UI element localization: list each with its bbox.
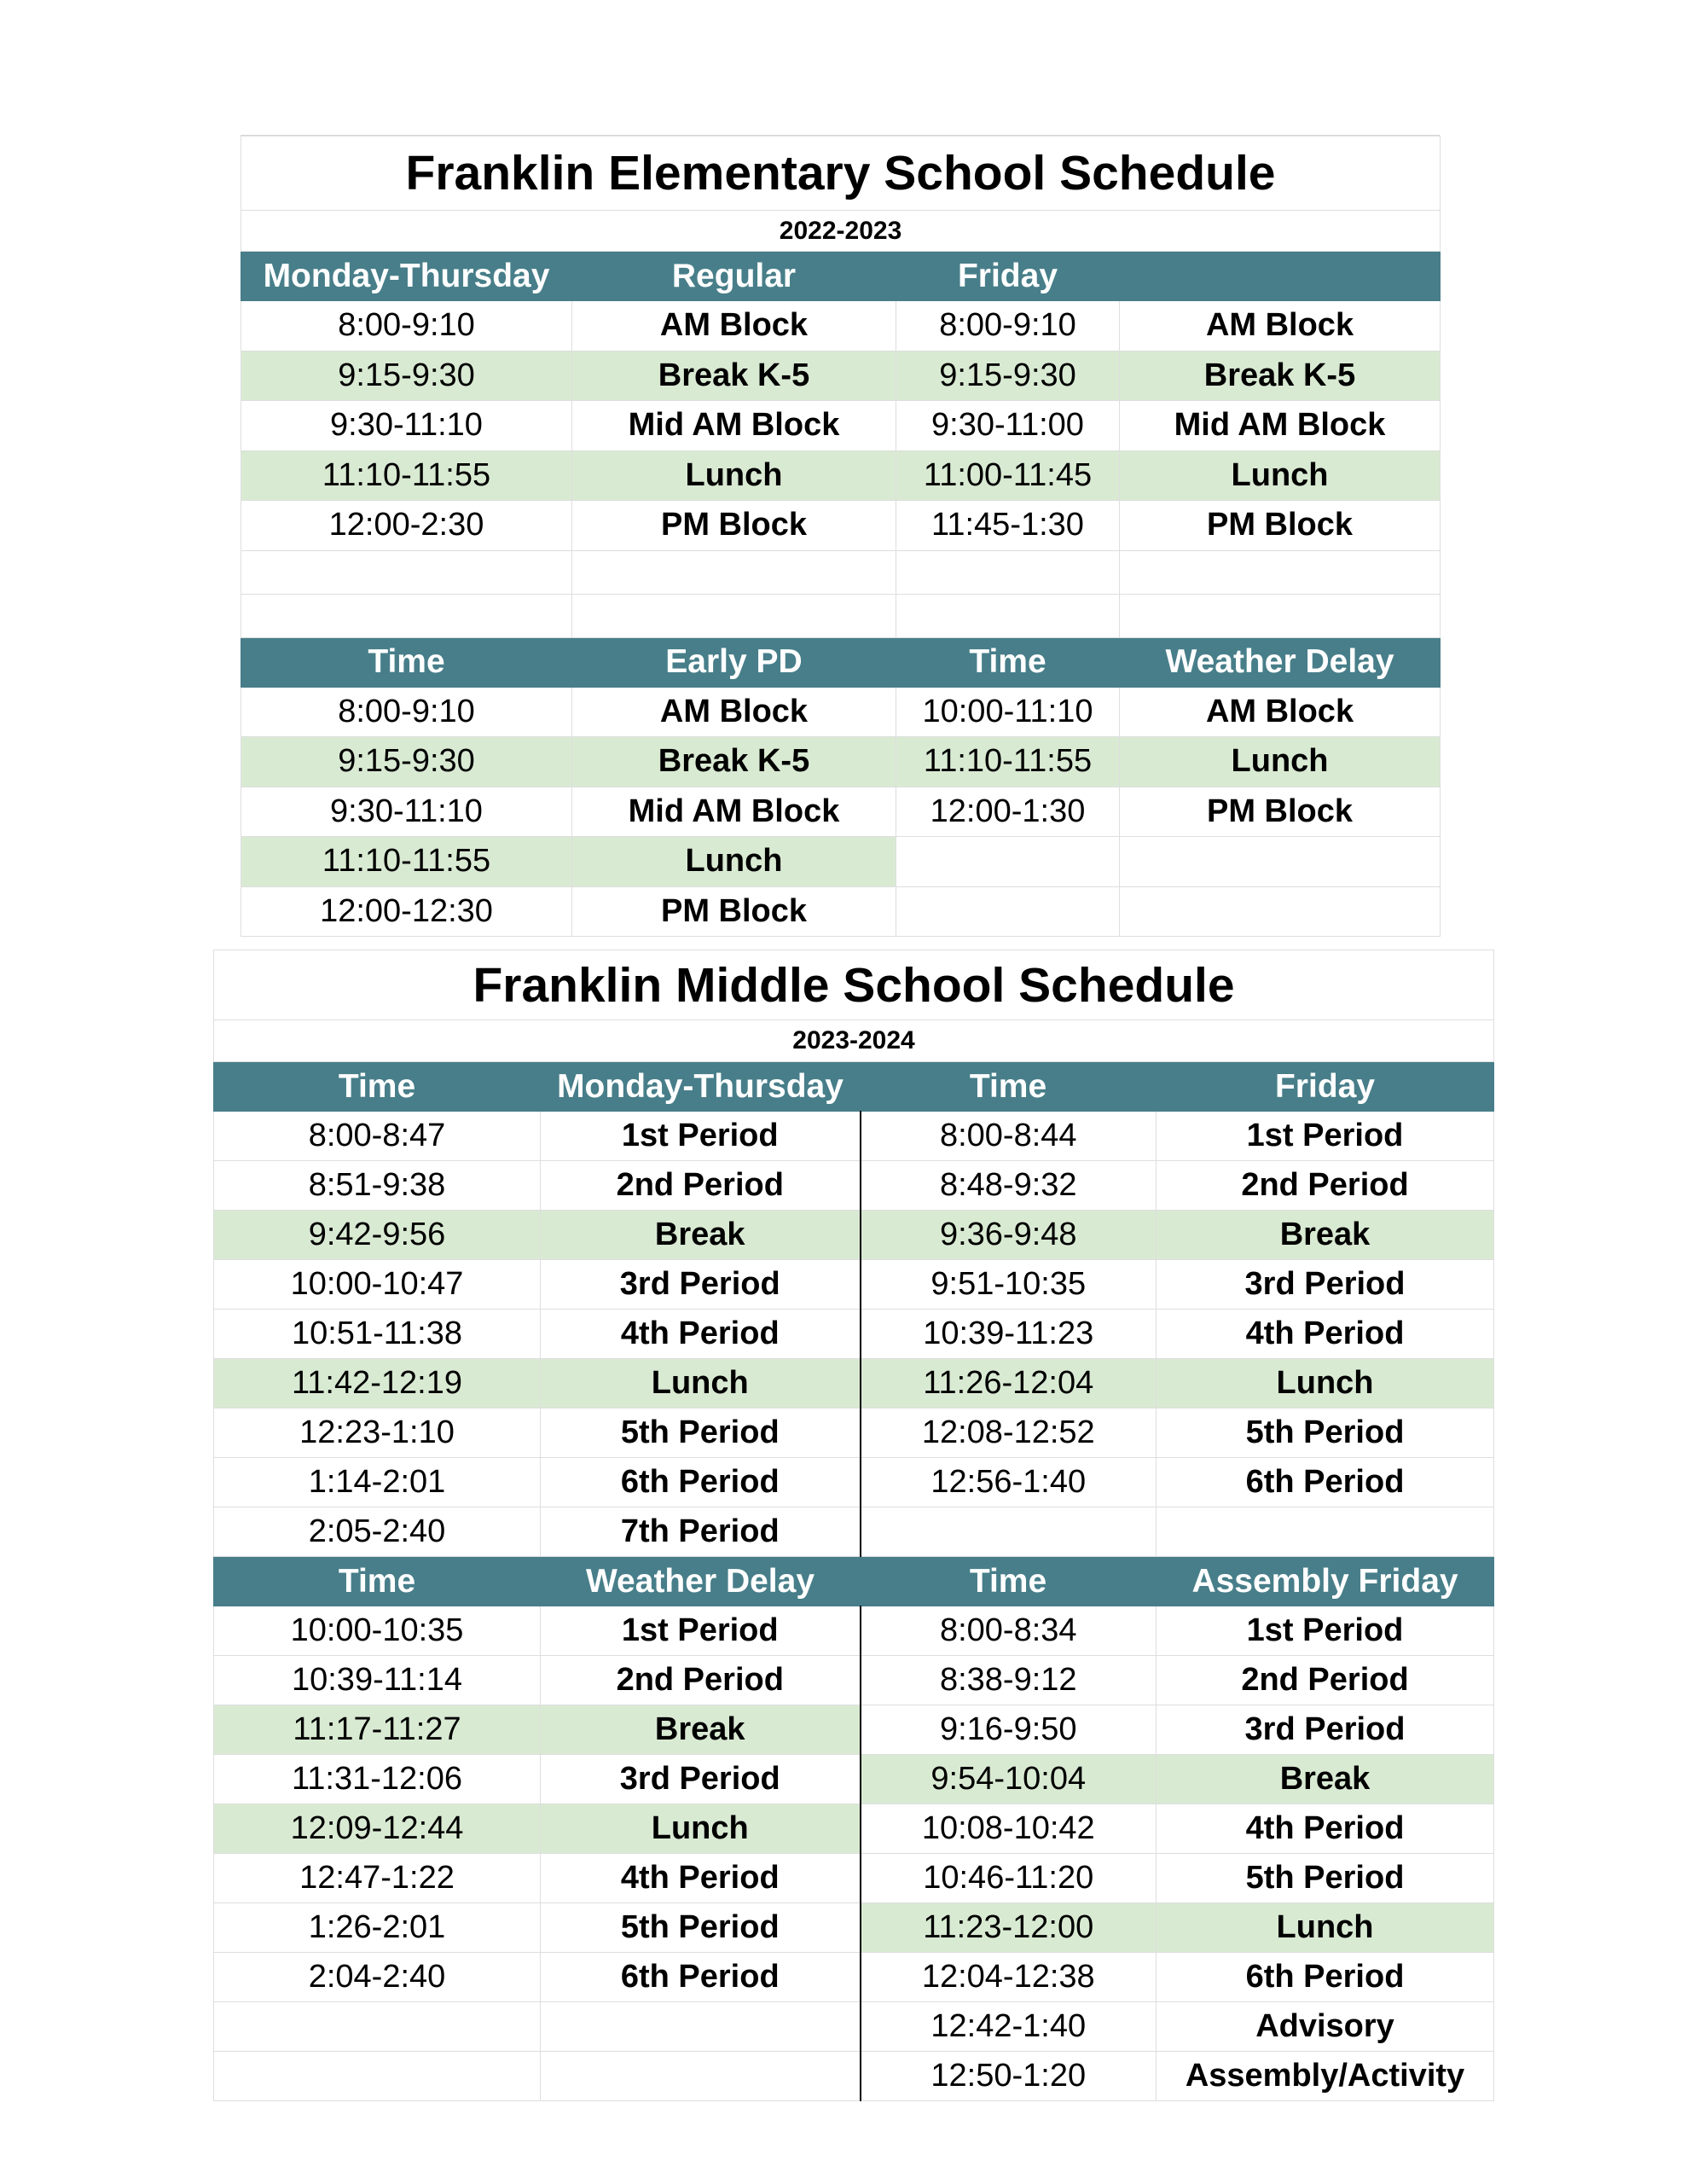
table-row	[241, 301, 1441, 351]
column-header: Friday	[1157, 1062, 1494, 1112]
block-cell: Mid AM Block	[572, 787, 896, 837]
time-cell: 12:00-1:30	[896, 787, 1120, 837]
table-row	[214, 1854, 1494, 1903]
block-cell: PM Block	[1120, 787, 1441, 837]
column-header: Time	[896, 637, 1120, 687]
time-cell: 9:15-9:30	[241, 737, 572, 787]
time-cell: 12:09-12:44	[214, 1804, 541, 1854]
time-cell: 11:10-11:55	[241, 450, 572, 501]
time-cell: 12:00-12:30	[241, 886, 572, 937]
column-header: Weather Delay	[541, 1557, 861, 1606]
time-cell: 10:08-10:42	[861, 1804, 1157, 1854]
period-cell: 7th Period	[541, 1507, 861, 1557]
period-cell: 2nd Period	[541, 1161, 861, 1211]
elementary-title: Franklin Elementary School Schedule	[241, 136, 1441, 211]
time-cell: 8:00-9:10	[896, 301, 1120, 351]
time-cell: 9:15-9:30	[241, 351, 572, 401]
block-cell: Break K-5	[1120, 351, 1441, 401]
time-cell: 11:42-12:19	[214, 1359, 541, 1409]
middle-schedule-sheet	[213, 950, 1493, 2101]
table-row	[214, 1260, 1494, 1310]
table-row	[214, 1112, 1494, 1161]
time-cell: 10:00-10:47	[214, 1260, 541, 1310]
column-header: Monday-Thursday	[541, 1062, 861, 1112]
elementary-year: 2022-2023	[241, 211, 1441, 252]
time-cell: 1:14-2:01	[214, 1458, 541, 1507]
time-cell: 12:04-12:38	[861, 1953, 1157, 2002]
time-cell: 12:50-1:20	[861, 2052, 1157, 2101]
time-cell: 9:30-11:00	[896, 401, 1120, 451]
period-cell: Lunch	[541, 1359, 861, 1409]
time-cell: 8:38-9:12	[861, 1656, 1157, 1705]
period-cell: 4th Period	[1157, 1804, 1494, 1854]
time-cell: 10:00-10:35	[214, 1606, 541, 1656]
table-row	[241, 687, 1441, 737]
column-header: Regular	[572, 252, 896, 301]
table-row	[214, 1507, 1494, 1557]
time-cell	[214, 2052, 541, 2101]
table-row	[214, 1359, 1494, 1409]
period-cell: 2nd Period	[1157, 1656, 1494, 1705]
time-cell: 11:17-11:27	[214, 1705, 541, 1755]
table-row	[214, 1903, 1494, 1953]
elementary-schedule-sheet	[241, 135, 1440, 937]
time-cell: 2:05-2:40	[214, 1507, 541, 1557]
time-cell: 12:23-1:10	[214, 1409, 541, 1458]
time-cell: 12:42-1:40	[861, 2002, 1157, 2052]
time-cell: 11:31-12:06	[214, 1755, 541, 1804]
period-cell: Assembly/Activity	[1157, 2052, 1494, 2101]
period-cell: 6th Period	[1157, 1953, 1494, 2002]
table-row	[214, 2052, 1494, 2101]
time-cell: 9:42-9:56	[214, 1211, 541, 1260]
time-cell: 9:30-11:10	[241, 787, 572, 837]
table-row	[241, 401, 1441, 451]
period-cell: 5th Period	[1157, 1854, 1494, 1903]
block-cell: AM Block	[572, 687, 896, 737]
time-cell: 8:00-8:47	[214, 1112, 541, 1161]
block-cell: AM Block	[1120, 301, 1441, 351]
middle-title: Franklin Middle School Schedule	[214, 950, 1494, 1020]
table-row	[241, 886, 1441, 937]
period-cell: 5th Period	[1157, 1409, 1494, 1458]
period-cell: 1st Period	[1157, 1606, 1494, 1656]
period-cell: Lunch	[1157, 1903, 1494, 1953]
time-cell: 8:00-8:34	[861, 1606, 1157, 1656]
table-row	[214, 1606, 1494, 1656]
time-cell: 8:51-9:38	[214, 1161, 541, 1211]
table-row	[241, 501, 1441, 551]
time-cell: 11:26-12:04	[861, 1359, 1157, 1409]
blank-row	[241, 594, 1441, 637]
time-cell: 8:00-8:44	[861, 1112, 1157, 1161]
period-cell: 5th Period	[541, 1903, 861, 1953]
block-cell: Lunch	[572, 837, 896, 887]
table-row	[214, 1458, 1494, 1507]
time-cell: 11:10-11:55	[896, 737, 1120, 787]
period-cell: 2nd Period	[1157, 1161, 1494, 1211]
column-header: Monday-Thursday	[241, 252, 572, 301]
period-cell	[1157, 1507, 1494, 1557]
table-row	[241, 737, 1441, 787]
period-cell: Advisory	[1157, 2002, 1494, 2052]
time-cell: 9:15-9:30	[896, 351, 1120, 401]
time-cell: 8:48-9:32	[861, 1161, 1157, 1211]
block-cell: Lunch	[572, 450, 896, 501]
period-cell: 4th Period	[541, 1854, 861, 1903]
period-cell: Break	[1157, 1211, 1494, 1260]
time-cell: 10:39-11:14	[214, 1656, 541, 1705]
table-row	[214, 1161, 1494, 1211]
period-cell: 6th Period	[1157, 1458, 1494, 1507]
block-cell: Break K-5	[572, 351, 896, 401]
time-cell: 1:26-2:01	[214, 1903, 541, 1953]
period-cell: Lunch	[1157, 1359, 1494, 1409]
table-row	[214, 1656, 1494, 1705]
period-cell: 3rd Period	[1157, 1260, 1494, 1310]
time-cell: 9:16-9:50	[861, 1705, 1157, 1755]
period-cell: 5th Period	[541, 1409, 861, 1458]
column-header	[1120, 252, 1441, 301]
time-cell: 12:00-2:30	[241, 501, 572, 551]
time-cell: 11:23-12:00	[861, 1903, 1157, 1953]
column-header: Friday	[896, 252, 1120, 301]
time-cell: 8:00-9:10	[241, 301, 572, 351]
period-cell: 1st Period	[541, 1112, 861, 1161]
time-cell: 9:51-10:35	[861, 1260, 1157, 1310]
time-cell: 11:10-11:55	[241, 837, 572, 887]
middle-year: 2023-2024	[214, 1020, 1494, 1062]
block-cell	[1120, 837, 1441, 887]
column-header: Weather Delay	[1120, 637, 1441, 687]
period-cell	[541, 2002, 861, 2052]
table-row	[241, 787, 1441, 837]
period-cell: 3rd Period	[1157, 1705, 1494, 1755]
table-row	[214, 1409, 1494, 1458]
block-cell: PM Block	[572, 886, 896, 937]
period-cell: 4th Period	[541, 1310, 861, 1359]
block-cell: AM Block	[1120, 687, 1441, 737]
column-header: Time	[861, 1062, 1157, 1112]
block-cell: PM Block	[1120, 501, 1441, 551]
table-row	[214, 1211, 1494, 1260]
period-cell: 2nd Period	[541, 1656, 861, 1705]
elementary-schedule-table	[241, 136, 1441, 937]
block-cell	[1120, 886, 1441, 937]
time-cell: 2:04-2:40	[214, 1953, 541, 2002]
block-cell: Mid AM Block	[572, 401, 896, 451]
period-cell: 6th Period	[541, 1458, 861, 1507]
time-cell: 10:51-11:38	[214, 1310, 541, 1359]
table-row	[214, 1705, 1494, 1755]
time-cell	[896, 837, 1120, 887]
period-cell: Break	[541, 1705, 861, 1755]
column-header: Time	[861, 1557, 1157, 1606]
time-cell: 12:08-12:52	[861, 1409, 1157, 1458]
table-row	[214, 1310, 1494, 1359]
column-header: Assembly Friday	[1157, 1557, 1494, 1606]
period-cell: 3rd Period	[541, 1755, 861, 1804]
table-row	[241, 450, 1441, 501]
time-cell	[861, 1507, 1157, 1557]
block-cell: AM Block	[572, 301, 896, 351]
block-cell: Break K-5	[572, 737, 896, 787]
time-cell: 12:47-1:22	[214, 1854, 541, 1903]
period-cell: 1st Period	[541, 1606, 861, 1656]
time-cell	[214, 2002, 541, 2052]
column-header: Time	[214, 1557, 541, 1606]
period-cell: Lunch	[541, 1804, 861, 1854]
column-header: Time	[241, 637, 572, 687]
period-cell: Break	[1157, 1755, 1494, 1804]
time-cell: 11:45-1:30	[896, 501, 1120, 551]
table-row	[214, 2002, 1494, 2052]
column-header: Early PD	[572, 637, 896, 687]
block-cell: Mid AM Block	[1120, 401, 1441, 451]
time-cell: 11:00-11:45	[896, 450, 1120, 501]
period-cell: 4th Period	[1157, 1310, 1494, 1359]
time-cell: 9:30-11:10	[241, 401, 572, 451]
column-header: Time	[214, 1062, 541, 1112]
time-cell: 9:54-10:04	[861, 1755, 1157, 1804]
block-cell: PM Block	[572, 501, 896, 551]
block-cell: Lunch	[1120, 450, 1441, 501]
blank-row	[241, 550, 1441, 594]
time-cell: 10:46-11:20	[861, 1854, 1157, 1903]
table-row	[241, 351, 1441, 401]
period-cell: 1st Period	[1157, 1112, 1494, 1161]
block-cell: Lunch	[1120, 737, 1441, 787]
time-cell: 9:36-9:48	[861, 1211, 1157, 1260]
period-cell: 3rd Period	[541, 1260, 861, 1310]
period-cell: Break	[541, 1211, 861, 1260]
time-cell: 10:00-11:10	[896, 687, 1120, 737]
table-row	[214, 1755, 1494, 1804]
time-cell: 12:56-1:40	[861, 1458, 1157, 1507]
table-row	[214, 1804, 1494, 1854]
period-cell: 6th Period	[541, 1953, 861, 2002]
time-cell	[896, 886, 1120, 937]
table-row	[241, 837, 1441, 887]
period-cell	[541, 2052, 861, 2101]
table-row	[214, 1953, 1494, 2002]
time-cell: 8:00-9:10	[241, 687, 572, 737]
time-cell: 10:39-11:23	[861, 1310, 1157, 1359]
middle-schedule-table	[213, 950, 1494, 2101]
